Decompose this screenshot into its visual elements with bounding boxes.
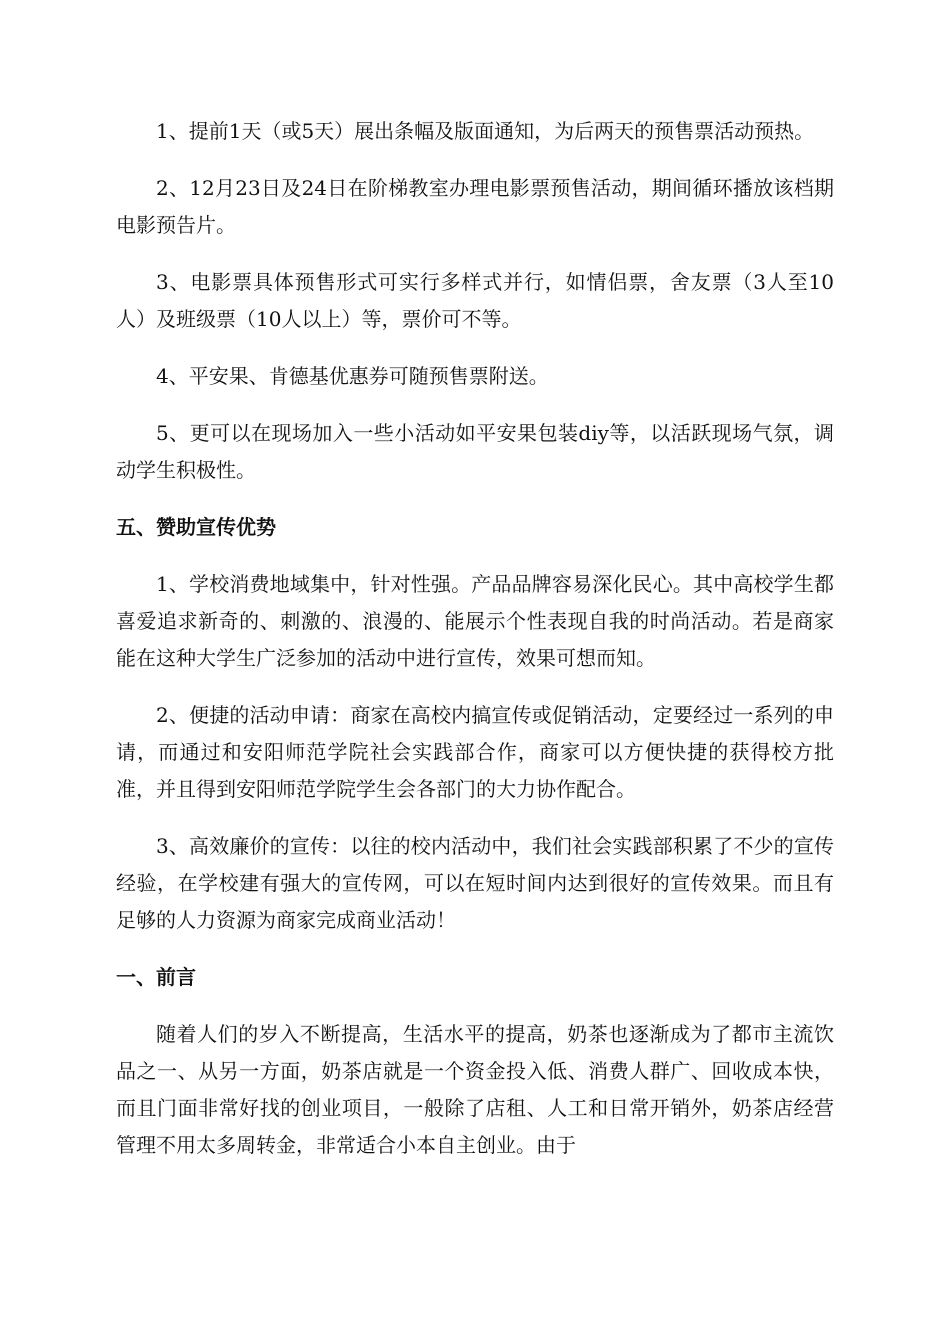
paragraph-presale-banner: 1、提前1天（或5天）展出条幅及版面通知，为后两天的预售票活动预热。	[156, 119, 815, 143]
paragraph-preface: 随着人们的岁入不断提高，生活水平的提高，奶茶也逐渐成为了都市主流饮品之一、从另一方面，奶茶店就是一个资金投入低、消费人群广、回收成本快，而且门面非常好找的创业项目，一般除了店租、人工和日常开销外，奶茶店经营管理不用太多周转金，非常适合小本自主创业。由于	[116, 1022, 834, 1157]
section-heading-sponsorship: 五、赞助宣传优势	[116, 515, 276, 539]
paragraph-presale-activity: 2、12月23日及24日在阶梯教室办理电影票预售活动，期间循环播放该档期电影预告片。	[116, 176, 834, 237]
paragraph-onsite-activities: 5、更可以在现场加入一些小活动如平安果包装diy等，以活跃现场气氛，调动学生积极性。	[116, 421, 834, 482]
paragraph-advantage-1: 1、学校消费地域集中，针对性强。产品品牌容易深化民心。其中高校学生都喜爱追求新奇的、刺激的、浪漫的、能展示个性表现自我的时尚活动。若是商家能在这种大学生广泛参加的活动中进行宣传，效果可想而知。	[116, 572, 834, 670]
paragraph-advantage-2: 2、便捷的活动申请：商家在高校内搞宣传或促销活动，定要经过一系列的申请，而通过和安阳师范学院社会实践部合作，商家可以方便快捷的获得校方批准，并且得到安阳师范学院学生会各部门的大力协作配合。	[116, 703, 834, 801]
paragraph-ticket-forms: 3、电影票具体预售形式可实行多样式并行，如情侣票，舍友票（3人至10人）及班级票（10人以上）等，票价可不等。	[116, 270, 834, 331]
section-heading-preface: 一、前言	[116, 965, 196, 989]
paragraph-advantage-3: 3、高效廉价的宣传：以往的校内活动中，我们社会实践部积累了不少的宣传经验，在学校建有强大的宣传网，可以在短时间内达到很好的宣传效果。而且有足够的人力资源为商家完成商业活动！	[116, 834, 834, 932]
paragraph-gift-coupons: 4、平安果、肯德基优惠券可随预售票附送。	[156, 364, 549, 388]
